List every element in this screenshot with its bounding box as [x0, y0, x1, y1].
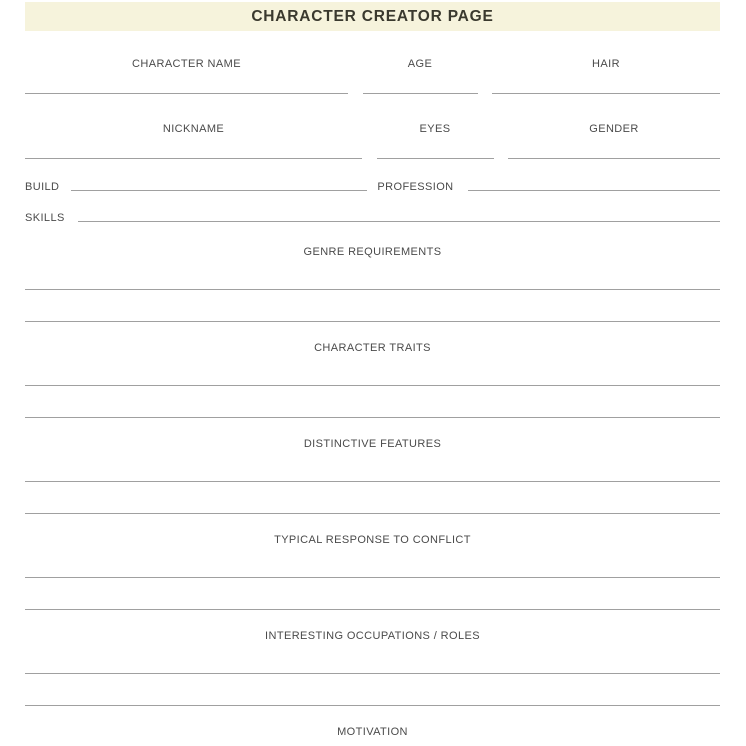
section-motivation — [25, 726, 720, 739]
field-hair — [492, 57, 720, 94]
distinctive-features-line-1[interactable] — [25, 481, 720, 482]
build-input-line[interactable] — [71, 190, 367, 191]
field-row-2 — [25, 122, 720, 159]
section-distinctive-features — [25, 438, 720, 514]
typical-response-title: TYPICAL RESPONSE TO CONFLICT — [274, 534, 471, 546]
hair-label: HAIR — [592, 58, 620, 70]
skills-input-line[interactable] — [78, 221, 720, 222]
typical-response-line-1[interactable] — [25, 577, 720, 578]
page-title: CHARACTER CREATOR PAGE — [251, 7, 494, 25]
nickname-input-line[interactable] — [25, 158, 362, 159]
section-genre-requirements — [25, 246, 720, 322]
gender-label: GENDER — [589, 123, 639, 135]
character-creator-page — [0, 2, 746, 746]
field-row-1 — [25, 57, 720, 94]
field-character-name — [25, 57, 348, 94]
character-name-label: CHARACTER NAME — [132, 58, 241, 70]
field-gender — [508, 122, 720, 159]
build-profession-row — [25, 180, 720, 194]
age-label: AGE — [407, 58, 433, 70]
character-traits-title: CHARACTER TRAITS — [314, 342, 431, 354]
eyes-input-line[interactable] — [377, 158, 494, 159]
gender-input-line[interactable] — [508, 158, 720, 159]
skills-row — [25, 211, 720, 225]
profession-label: PROFESSION — [377, 181, 454, 193]
profession-input-line[interactable] — [468, 190, 720, 191]
nickname-label: NICKNAME — [162, 123, 225, 135]
motivation-title: MOTIVATION — [337, 726, 408, 738]
eyes-label: EYES — [419, 123, 451, 135]
section-character-traits — [25, 342, 720, 418]
interesting-occupations-line-2[interactable] — [25, 705, 720, 706]
distinctive-features-title: DISTINCTIVE FEATURES — [303, 438, 442, 450]
field-nickname — [25, 122, 362, 159]
build-label: BUILD — [25, 181, 60, 193]
age-input-line[interactable] — [363, 93, 478, 94]
section-typical-response-to-conflict — [25, 534, 720, 610]
character-traits-line-2[interactable] — [25, 417, 720, 418]
distinctive-features-line-2[interactable] — [25, 513, 720, 514]
skills-label: SKILLS — [25, 212, 65, 224]
field-age — [363, 57, 478, 94]
field-eyes — [377, 122, 494, 159]
character-traits-line-1[interactable] — [25, 385, 720, 386]
typical-response-line-2[interactable] — [25, 609, 720, 610]
section-interesting-occupations — [25, 630, 720, 706]
interesting-occupations-title: INTERESTING OCCUPATIONS / ROLES — [265, 630, 480, 642]
genre-requirements-line-1[interactable] — [25, 289, 720, 290]
genre-requirements-line-2[interactable] — [25, 321, 720, 322]
genre-requirements-title: GENRE REQUIREMENTS — [303, 246, 442, 258]
hair-input-line[interactable] — [492, 93, 720, 94]
page-header-bar — [25, 2, 720, 31]
interesting-occupations-line-1[interactable] — [25, 673, 720, 674]
character-name-input-line[interactable] — [25, 93, 348, 94]
